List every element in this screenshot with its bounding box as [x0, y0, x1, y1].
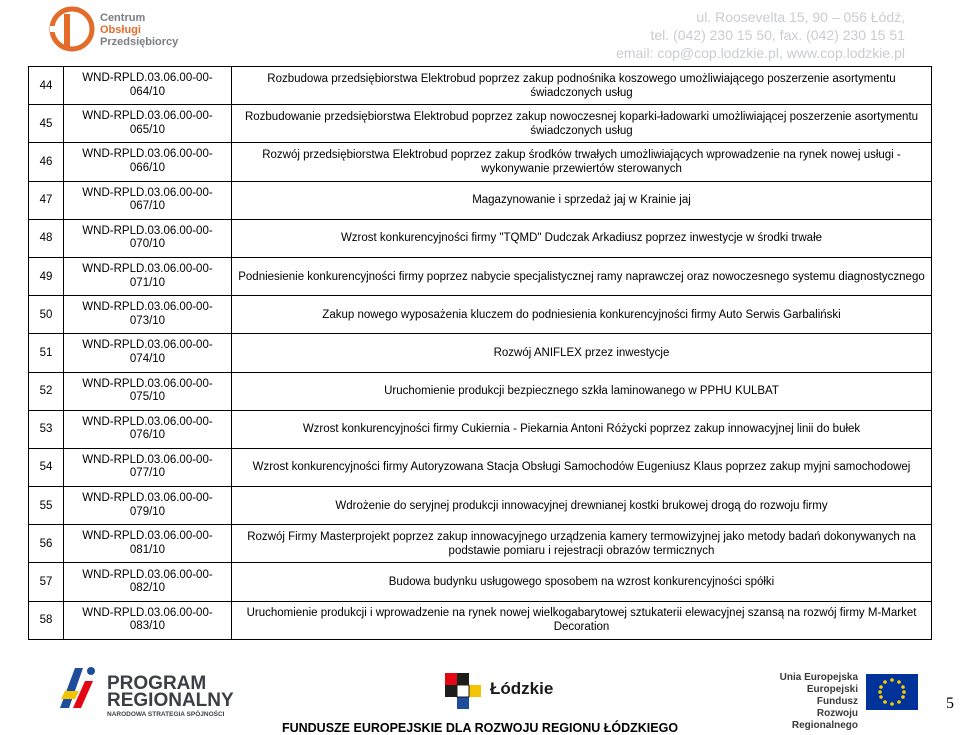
code-line-2: 067/10 [129, 200, 166, 213]
code-line-1: WND-RPLD.03.06.00-00- [82, 224, 213, 237]
table-row [29, 105, 932, 143]
code-line-1: WND-RPLD.03.06.00-00- [82, 263, 213, 276]
code-line-1: WND-RPLD.03.06.00-00- [82, 377, 213, 390]
code-line-2: 076/10 [129, 429, 166, 442]
application-code [64, 143, 232, 181]
table-row [29, 525, 932, 563]
application-code [64, 257, 232, 295]
table-row [29, 257, 932, 295]
code-line-1: WND-RPLD.03.06.00-00- [82, 301, 213, 314]
row-number: 55 [29, 487, 64, 525]
pr-subtitle: NARODOWA STRATEGIA SPÓJNOŚCI [107, 711, 225, 718]
table-row [29, 563, 932, 601]
project-title: Uruchomienie produkcji i wprowadzenie na rynek nowej wielkogabarytowej sztukaterii elewacyjnej szansą na rozwój firmy M-Market Decoration [232, 601, 932, 639]
program-regionalny-text [107, 675, 234, 709]
contact-address: ul. Roosevelta 15, 90 – 056 Łódź, [696, 9, 905, 25]
project-title: Uruchomienie produkcji bezpiecznego szkła laminowanego w PPHU KULBAT [232, 372, 932, 410]
application-code [64, 448, 232, 486]
code-line-2: 079/10 [129, 505, 166, 518]
code-line-1: WND-RPLD.03.06.00-00- [82, 606, 213, 619]
application-code [64, 219, 232, 257]
projects-table-body [29, 67, 932, 640]
eu-flag-icon [866, 674, 918, 710]
table-row [29, 487, 932, 525]
table-row [29, 410, 932, 448]
logo-line-2: Obsługi [100, 24, 141, 36]
row-number: 50 [29, 296, 64, 334]
program-regionalny-icon [55, 663, 101, 713]
code-line-1: WND-RPLD.03.06.00-00- [82, 110, 213, 123]
contact-info [616, 8, 905, 62]
application-code [64, 410, 232, 448]
code-line-1: WND-RPLD.03.06.00-00- [82, 492, 213, 505]
eu-line-1: Unia Europejska [779, 672, 858, 683]
projects-table [28, 66, 932, 640]
table-row [29, 601, 932, 639]
application-code [64, 105, 232, 143]
row-number: 46 [29, 143, 64, 181]
row-number: 58 [29, 601, 64, 639]
program-regionalny-logo [55, 663, 245, 718]
table-row [29, 219, 932, 257]
contact-email: email: cop@cop.lodzkie.pl, www.cop.lodzkie.pl [616, 45, 905, 61]
project-title: Rozwój przedsiębiorstwa Elektrobud poprzez zakup środków trwałych umożliwiających wprowadzenie na rynek nowej usługi - wykonywanie przewiertów sterowanych [232, 143, 932, 181]
code-line-2: 066/10 [129, 161, 166, 174]
project-title: Wdrożenie do seryjnej produkcji innowacyjnej drewnianej kostki brukowej drogą do rozwoju firmy [232, 487, 932, 525]
row-number: 48 [29, 219, 64, 257]
fund-title: FUNDUSZE EUROPEJSKIE DLA ROZWOJU REGIONU ŁÓDZKIEGO [281, 721, 679, 735]
application-code [64, 525, 232, 563]
application-code [64, 296, 232, 334]
code-line-2: 075/10 [129, 391, 166, 404]
eu-line-2: Europejski Fundusz [806, 684, 858, 707]
code-line-2: 074/10 [129, 352, 166, 365]
contact-phone: tel. (042) 230 15 50, fax. (042) 230 15 51 [650, 27, 905, 43]
code-line-1: WND-RPLD.03.06.00-00- [82, 72, 213, 85]
cop-logo-icon [48, 4, 96, 54]
code-line-2: 081/10 [129, 543, 166, 556]
project-title: Budowa budynku usługowego sposobem na wzrost konkurencyjności spółki [232, 563, 932, 601]
row-number: 44 [29, 67, 64, 105]
project-title: Wzrost konkurencyjności firmy Cukiernia - Piekarnia Antoni Różycki poprzez zakup innowacyjnej linii do bułek [232, 410, 932, 448]
row-number: 51 [29, 334, 64, 372]
code-line-2: 073/10 [129, 314, 166, 327]
table-row [29, 181, 932, 219]
project-title: Rozwój Firmy Masterprojekt poprzez zakup innowacyjnego urządzenia kamery termowizyjnej jako metody badań dokonywanych na podstawie pomiaru i rejestracji obrazów termicznych [232, 525, 932, 563]
code-line-2: 064/10 [129, 85, 166, 98]
row-number: 57 [29, 563, 64, 601]
row-number: 54 [29, 448, 64, 486]
project-title: Zakup nowego wyposażenia kluczem do podniesienia konkurencyjności firmy Auto Serwis Garbaliński [232, 296, 932, 334]
project-title: Podniesienie konkurencyjności firmy poprzez nabycie specjalistycznej ramy naprawczej oraz nowoczesnego systemu diagnostycznego [232, 257, 932, 295]
code-line-1: WND-RPLD.03.06.00-00- [82, 568, 213, 581]
project-title: Wzrost konkurencyjności firmy Autoryzowana Stacja Obsługi Samochodów Eugeniusz Klaus poprzez zakup myjni samochodowej [232, 448, 932, 486]
application-code [64, 563, 232, 601]
code-line-2: 077/10 [129, 467, 166, 480]
code-line-1: WND-RPLD.03.06.00-00- [82, 530, 213, 543]
project-title: Rozwój ANIFLEX przez inwestycje [232, 334, 932, 372]
application-code [64, 372, 232, 410]
lodzkie-logo [445, 673, 554, 714]
code-line-1: WND-RPLD.03.06.00-00- [82, 148, 213, 161]
code-line-2: 083/10 [129, 620, 166, 633]
table-row [29, 143, 932, 181]
application-code [64, 334, 232, 372]
cop-logo-text [100, 12, 178, 48]
logo-line-1: Centrum [100, 12, 146, 24]
row-number: 53 [29, 410, 64, 448]
application-code [64, 181, 232, 219]
table-row [29, 296, 932, 334]
page-footer [0, 655, 960, 733]
project-title: Magazynowanie i sprzedaż jaj w Krainie jaj [232, 181, 932, 219]
pr-line-1: PROGRAM [107, 673, 207, 694]
row-number: 45 [29, 105, 64, 143]
application-code [64, 67, 232, 105]
logo-line-3: Przedsiębiorcy [100, 36, 179, 48]
page-header [0, 0, 960, 66]
project-title: Rozbudowanie przedsiębiorstwa Elektrobud poprzez zakup nowoczesnej koparki-ładowarki umożliwiającej poszerzenie asortymentu świadczonych usług [232, 105, 932, 143]
row-number: 49 [29, 257, 64, 295]
eu-line-3: Rozwoju Regionalnego [791, 708, 858, 731]
code-line-2: 082/10 [129, 582, 166, 595]
pr-line-2: REGIONALNY [107, 690, 234, 711]
eu-logo [768, 672, 943, 731]
table-row [29, 372, 932, 410]
row-number: 56 [29, 525, 64, 563]
code-line-2: 065/10 [129, 123, 166, 136]
lodzkie-icon [445, 673, 483, 709]
row-number: 52 [29, 372, 64, 410]
cop-logo [48, 4, 188, 56]
table-row [29, 334, 932, 372]
code-line-1: WND-RPLD.03.06.00-00- [82, 415, 213, 428]
code-line-2: 070/10 [129, 238, 166, 251]
row-number: 47 [29, 181, 64, 219]
code-line-1: WND-RPLD.03.06.00-00- [82, 339, 213, 352]
code-line-2: 071/10 [129, 276, 166, 289]
project-title: Rozbudowa przedsiębiorstwa Elektrobud poprzez zakup podnośnika koszowego umożliwiającego poszerzenie asortymentu świadczonych usług [232, 67, 932, 105]
table-row [29, 448, 932, 486]
page-number: 5 [946, 695, 954, 712]
lodzkie-label: Łódzkie [490, 679, 554, 698]
application-code [64, 601, 232, 639]
application-code [64, 487, 232, 525]
table-row [29, 67, 932, 105]
code-line-1: WND-RPLD.03.06.00-00- [82, 453, 213, 466]
code-line-1: WND-RPLD.03.06.00-00- [82, 186, 213, 199]
project-title: Wzrost konkurencyjności firmy "TQMD" Dudczak Arkadiusz poprzez inwestycje w środki trwałe [232, 219, 932, 257]
